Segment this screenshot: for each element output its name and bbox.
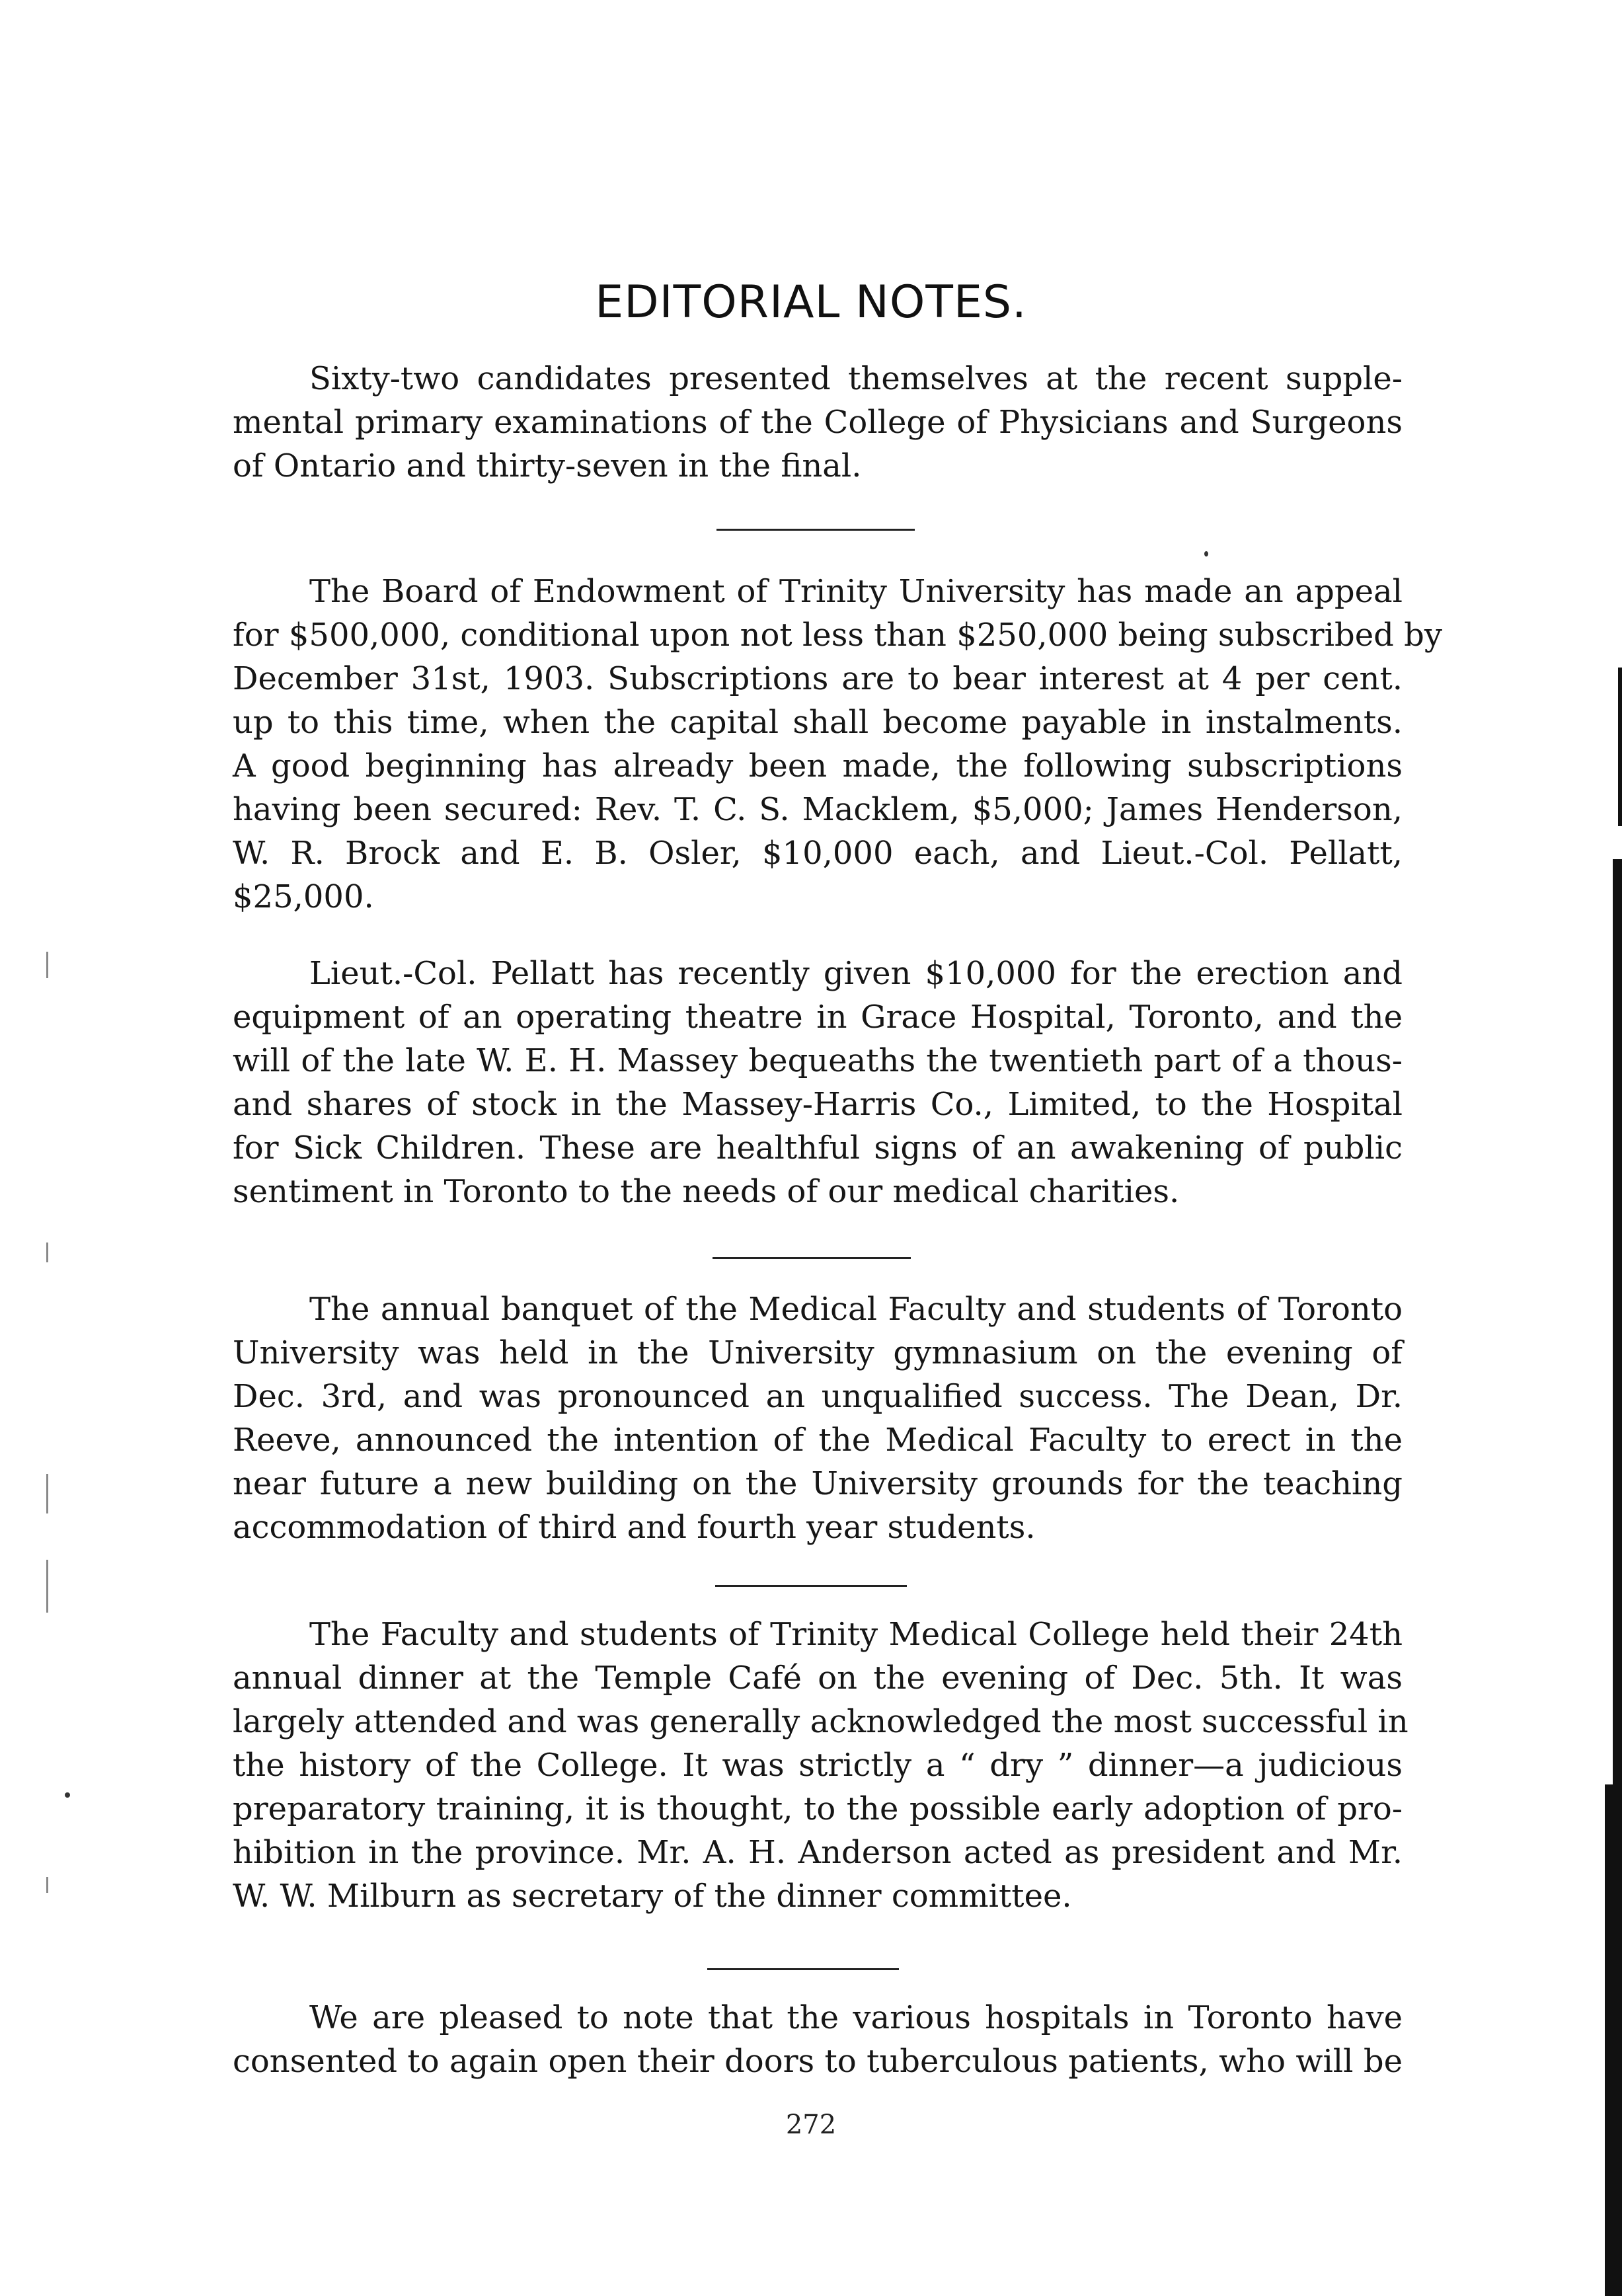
text-line: The Board of Endowment of Trinity University has made an appeal — [309, 573, 1403, 610]
scan-speck — [1204, 551, 1208, 556]
paragraph-trinity-endowment — [233, 570, 1442, 919]
text-line: Reeve, announced the intention of the Medical Faculty to erect in the — [233, 1422, 1403, 1459]
text-line: December 31st, 1903. Subscriptions are to bear interest at 4 per cent. — [233, 660, 1403, 697]
page-number: 272 — [785, 2110, 837, 2140]
text-line: up to this time, when the capital shall become payable in instalments. — [233, 704, 1403, 741]
text-line: sentiment in Toronto to the needs of our medical charities. — [233, 1173, 1180, 1210]
section-divider — [707, 1968, 899, 1970]
page-title: EDITORIAL NOTES. — [595, 276, 1027, 328]
text-line: Lieut.-Col. Pellatt has recently given $10,000 for the erection and — [309, 955, 1403, 992]
text-line: the history of the College. It was strictly a “ dry ” dinner—a judicious — [233, 1747, 1403, 1784]
scan-left-mark — [46, 1877, 48, 1893]
text-line: mental primary examinations of the College of Physicians and Surgeons — [233, 404, 1403, 441]
paragraph-examinations — [233, 357, 1403, 488]
text-line: accommodation of third and fourth year students. — [233, 1509, 1036, 1546]
scan-edge-mark — [1618, 668, 1622, 826]
scan-left-mark — [46, 1560, 48, 1613]
paragraph-trinity-dinner — [233, 1613, 1409, 1918]
text-line: will of the late W. E. H. Massey bequeaths the twentieth part of a thous- — [233, 1042, 1403, 1079]
text-line: W. W. Milburn as secretary of the dinner committee. — [233, 1878, 1072, 1915]
text-line: The annual banquet of the Medical Faculty and students of Toronto — [309, 1291, 1403, 1328]
text-line: annual dinner at the Temple Café on the evening of Dec. 5th. It was — [233, 1660, 1403, 1697]
text-line: for $500,000, conditional upon not less than $250,000 being subscribed by — [233, 617, 1442, 654]
text-line: We are pleased to note that the various hospitals in Toronto have — [309, 1999, 1403, 2036]
text-line: W. R. Brock and E. B. Osler, $10,000 each, and Lieut.-Col. Pellatt, — [233, 835, 1403, 872]
text-line: consented to again open their doors to tuberculous patients, who will be — [233, 2043, 1403, 2080]
section-divider — [715, 1585, 907, 1587]
text-line: equipment of an operating theatre in Grace Hospital, Toronto, and the — [233, 999, 1403, 1036]
text-line: and shares of stock in the Massey-Harris Co., Limited, to the Hospital — [233, 1086, 1403, 1123]
text-line: for Sick Children. These are healthful signs of an awakening of public — [233, 1129, 1403, 1167]
paragraph-pellatt-gift — [233, 952, 1403, 1213]
text-line: having been secured: Rev. T. C. S. Macklem, $5,000; James Henderson, — [233, 791, 1403, 828]
scan-speck — [65, 1792, 70, 1798]
text-line: of Ontario and thirty-seven in the final. — [233, 447, 862, 484]
text-line: Dec. 3rd, and was pronounced an unqualified success. The Dean, Dr. — [233, 1378, 1403, 1415]
text-line: Sixty-two candidates presented themselves at the recent supple- — [309, 360, 1403, 397]
text-line: preparatory training, it is thought, to the possible early adoption of pro- — [233, 1790, 1403, 1827]
scan-left-mark — [46, 1243, 48, 1262]
paragraph-tuberculous-patients — [233, 1996, 1403, 2083]
text-line: $25,000. — [233, 878, 374, 915]
scan-left-mark — [46, 952, 48, 978]
text-line: near future a new building on the University grounds for the teaching — [233, 1465, 1403, 1502]
section-divider — [716, 529, 915, 531]
scan-edge-mark — [1605, 1784, 1622, 2296]
scan-left-mark — [46, 1474, 48, 1513]
text-line: University was held in the University gymnasium on the evening of — [233, 1334, 1403, 1371]
text-line: largely attended and was generally acknowledged the most successful in — [233, 1703, 1409, 1740]
text-line: hibition in the province. Mr. A. H. Anderson acted as president and Mr. — [233, 1834, 1403, 1871]
text-line: The Faculty and students of Trinity Medical College held their 24th — [309, 1616, 1403, 1653]
section-divider — [713, 1257, 911, 1259]
text-line: A good beginning has already been made, the following subscriptions — [233, 747, 1403, 784]
paragraph-medical-banquet — [233, 1287, 1403, 1549]
